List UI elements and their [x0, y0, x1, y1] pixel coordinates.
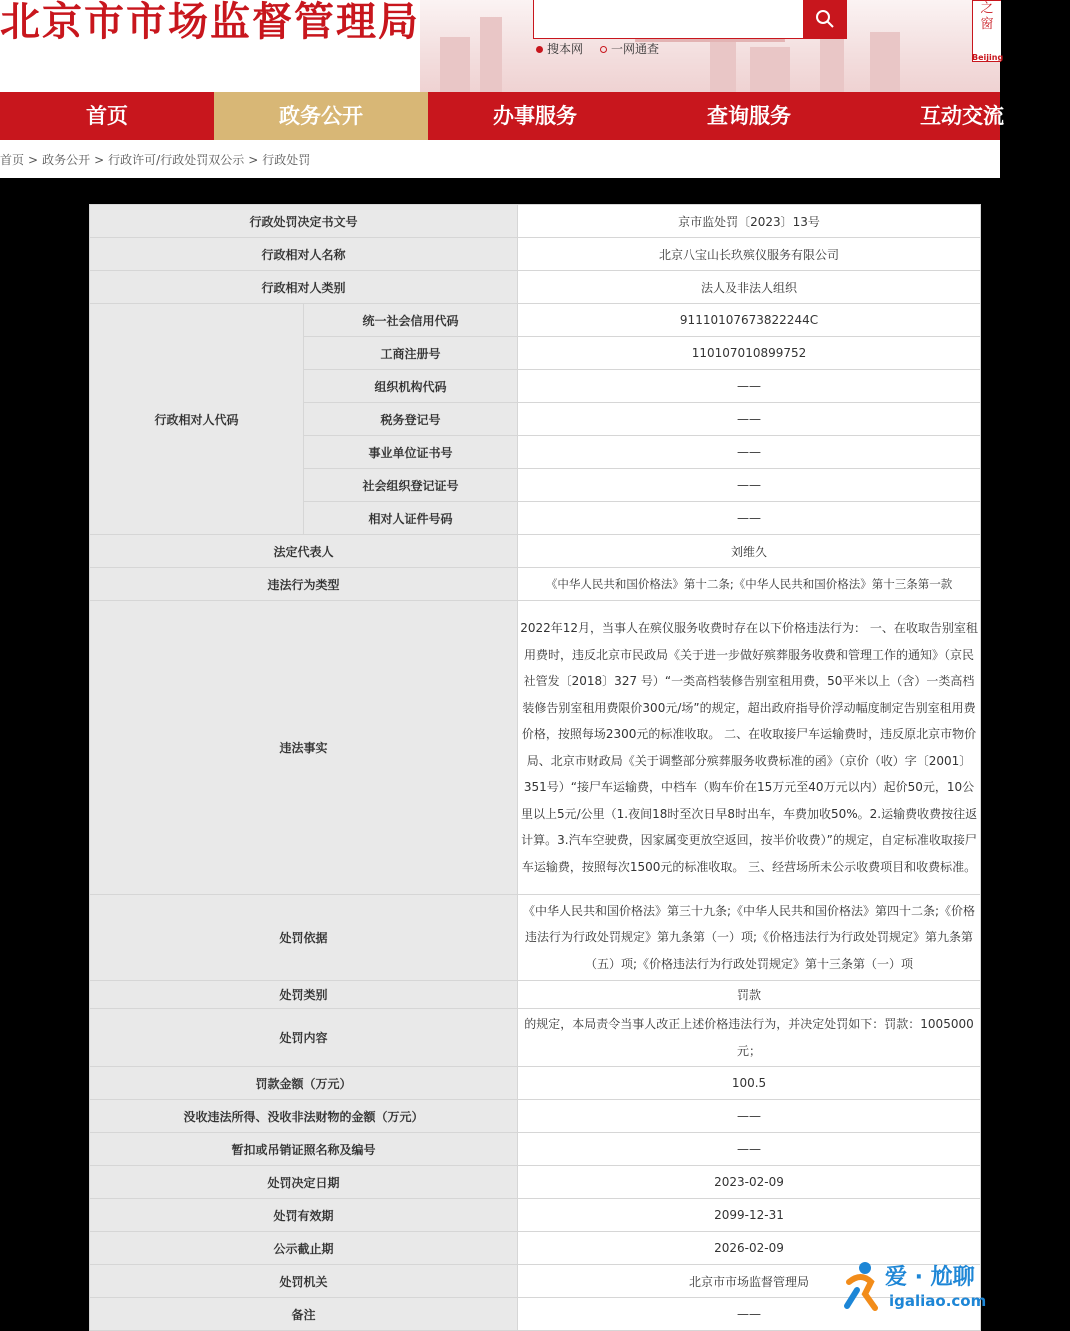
breadcrumb-link[interactable]: 政务公开 [42, 153, 91, 167]
table-row: 违法事实 2022年12月，当事人在殡仪服务收费时存在以下价格违法行为： 一、在收取告别室租用费时，违反北京市民政局《关于进一步做好殡葬服务收费和管理工作的通知》（京民社管发〔2018〕327 号）“一类高档装修告别室租用费，50平米以上（含）一类高档装修告别室租用费限价300元/场”的规定，超出政府指导价浮动幅度制定告别室租用费价格，按照每场2300元的标准收取。 二、在收取接尸车运输费时，违反原北京市物价局、北京市财政局《关于调整部分殡葬服务收费标准的函》（京价（收）字〔2001〕351号）“接尸车运输费，中档车（购车价在15万元至40万元以内）起价50元，10公里以上5元/公里（1.夜间18时至次日早8时出车，车费加收50%。2.运输费收费按往返计算。3.汽车空驶费，因家属变更放空返回，按半价收费）”的规定，自定标准收取接尸车运输费，按照每次1500元的标准收取。 三、经营场所未公示收费项目和收费标准。 [90, 601, 981, 895]
decision-date: 2023-02-09 [518, 1166, 981, 1199]
violation-type: 《中华人民共和国价格法》第十二条;《中华人民共和国价格法》第十三条第一款 [518, 568, 981, 601]
table-row: 罚款金额（万元） 100.5 [90, 1067, 981, 1100]
table-row: 工商注册号 110107010899752 [90, 337, 981, 370]
beijing-logo: 之 窗 [972, 0, 1001, 62]
penalty-basis: 《中华人民共和国价格法》第三十九条;《中华人民共和国价格法》第四十二条;《价格违法行为行政处罚规定》第九条第（一）项;《价格违法行为行政处罚规定》第九条第（五）项;《价格违法行为行政处罚规定》第十三条第（一）项 [518, 895, 981, 981]
main-nav [0, 92, 1004, 140]
table-row: 行政相对人名称 北京八宝山长玖殡仪服务有限公司 [90, 238, 981, 271]
table-row: 处罚有效期 2099-12-31 [90, 1199, 981, 1232]
table-row: 行政相对人代码 统一社会信用代码 91110107673822244C [90, 304, 981, 337]
search-button[interactable] [803, 0, 847, 39]
nav-item-services[interactable]: 办事服务 [493, 104, 577, 128]
table-row: 违法行为类型 《中华人民共和国价格法》第十二条;《中华人民共和国价格法》第十三条第一款 [90, 568, 981, 601]
table-row: 社会组织登记证号 —— [90, 469, 981, 502]
watermark-text: 爱 · 尬聊 [885, 1265, 975, 1290]
fine-amount: 100.5 [518, 1067, 981, 1100]
table-row: 处罚类别 罚款 [90, 981, 981, 1009]
doc-number: 京市监处罚〔2023〕13号 [518, 205, 981, 238]
search-icon [815, 9, 835, 29]
table-row: 没收违法所得、没收非法财物的金额（万元） —— [90, 1100, 981, 1133]
table-row: 组织机构代码 —— [90, 370, 981, 403]
breadcrumb-link[interactable]: 行政许可/行政处罚双公示 [108, 153, 245, 167]
nav-item-home[interactable]: 首页 [86, 104, 128, 128]
code-group-label: 行政相对人代码 [90, 304, 304, 535]
table-row: 事业单位证书号 —— [90, 436, 981, 469]
penalty-content: 的规定，本局责令当事人改正上述价格违法行为，并决定处罚如下：罚款：1005000元； [518, 1009, 981, 1067]
party-type: 法人及非法人组织 [518, 271, 981, 304]
watermark [835, 1258, 995, 1318]
table-row: 处罚内容 的规定，本局责令当事人改正上述价格违法行为，并决定处罚如下：罚款：1005000元； [90, 1009, 981, 1067]
site-header [0, 0, 1004, 92]
table-row: 法定代表人 刘维久 [90, 535, 981, 568]
table-row: 处罚依据 《中华人民共和国价格法》第三十九条;《中华人民共和国价格法》第四十二条;《价格违法行为行政处罚规定》第九条第（一）项;《价格违法行为行政处罚规定》第九条第（五）项;《价格违法行为行政处罚规定》第十三条第（一）项 [90, 895, 981, 981]
running-person-icon [835, 1260, 883, 1316]
radio-selected-icon [536, 46, 543, 53]
site-title: 北京市市场监督管理局 [0, 0, 420, 45]
table-row: 行政处罚决定书文号 京市监处罚〔2023〕13号 [90, 205, 981, 238]
watermark-url: igaliao.com [889, 1292, 987, 1310]
radio-unselected-icon [600, 46, 607, 53]
violation-facts: 2022年12月，当事人在殡仪服务收费时存在以下价格违法行为： 一、在收取告别室租用费时，违反北京市民政局《关于进一步做好殡葬服务收费和管理工作的通知》（京民社管发〔2018〕327 号）“一类高档装修告别室租用费，50平米以上（含）一类高档装修告别室租用费限价300元/场”的规定，超出政府指导价浮动幅度制定告别室租用费价格，按照每场2300元的标准收取。 二、在收取接尸车运输费时，违反原北京市物价局、北京市财政局《关于调整部分殡葬服务收费标准的函》（京价（收）字〔2001〕351号）“接尸车运输费，中档车（购车价在15万元至40万元以内）起价50元，10公里以上5元/公里（1.夜间18时至次日早8时出车，车费加收50%。2.运输费收费按往返计算。3.汽车空驶费，因家属变更放空返回，按半价收费）”的规定，自定标准收取接尸车运输费，按照每次1500元的标准收取。 三、经营场所未公示收费项目和收费标准。 [518, 601, 981, 895]
search-option-site[interactable]: 搜本网 [536, 40, 583, 57]
nav-item-interaction[interactable]: 互动交流 [920, 104, 1004, 128]
table-row: 相对人证件号码 —— [90, 502, 981, 535]
legal-representative: 刘维久 [518, 535, 981, 568]
breadcrumb-current: 行政处罚 [262, 153, 311, 167]
table-row: 处罚决定日期 2023-02-09 [90, 1166, 981, 1199]
table-row: 暂扣或吊销证照名称及编号 —— [90, 1133, 981, 1166]
penalty-authority: 北京市市场监督管理局 [518, 1265, 981, 1298]
breadcrumb-bar [0, 140, 1000, 178]
search-option-all[interactable]: 一网通查 [600, 40, 659, 57]
valid-until: 2099-12-31 [518, 1199, 981, 1232]
nav-item-query[interactable]: 查询服务 [707, 104, 791, 128]
party-name: 北京八宝山长玖殡仪服务有限公司 [518, 238, 981, 271]
search-input[interactable] [533, 0, 805, 39]
remarks: —— [518, 1298, 981, 1331]
penalty-info-table [89, 204, 981, 1331]
public-until: 2026-02-09 [518, 1232, 981, 1265]
table-row: 税务登记号 —— [90, 403, 981, 436]
table-row: 行政相对人类别 法人及非法人组织 [90, 271, 981, 304]
logo-en-text: Beijing [972, 53, 1004, 62]
nav-item-government-affairs[interactable]: 政务公开 [214, 92, 428, 140]
penalty-type: 罚款 [518, 981, 981, 1009]
table-row: 备注 —— [90, 1298, 981, 1331]
breadcrumb: 首页 > 政务公开 > 行政许可/行政处罚双公示 > 行政处罚 [0, 153, 311, 167]
table-row: 公示截止期 2026-02-09 [90, 1232, 981, 1265]
breadcrumb-link[interactable]: 首页 [0, 153, 25, 167]
table-row: 处罚机关 北京市市场监督管理局 [90, 1265, 981, 1298]
